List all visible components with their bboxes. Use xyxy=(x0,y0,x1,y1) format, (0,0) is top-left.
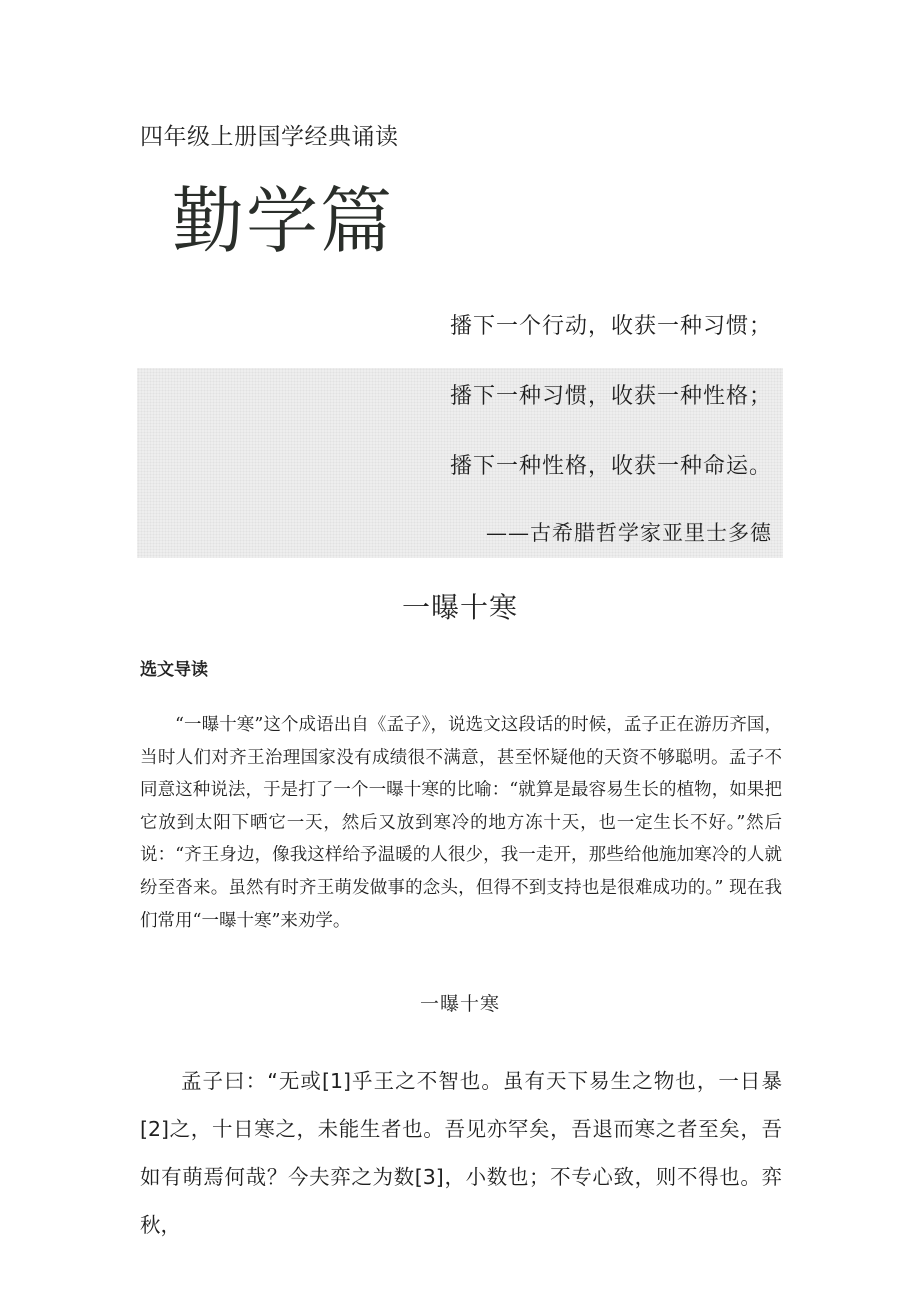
page-title: 勤学篇 xyxy=(172,179,395,263)
quote-line-2: 播下一种习惯，收获一种性格； xyxy=(449,384,772,409)
classic-text-paragraph: 孟子曰：“无或[1]乎王之不智也。虽有天下易生之物也，一日暴[2]之，十日寒之，未能生者也。吾见亦罕矣，吾退而寒之者至矣，吾如有萌焉何哉？今夫弈之为数[3]，小数也；不专心致，则不得也。弈秋， xyxy=(140,1069,782,1237)
quote-line-3: 播下一种性格，收获一种命运。 xyxy=(449,454,772,479)
section-title: 一曝十寒 xyxy=(401,591,518,624)
guide-paragraph: “一曝十寒”这个成语出自《孟子》，说选文这段话的时候，孟子正在游历齐国，当时人们对齐王治理国家没有成绩很不满意，甚至怀疑他的天资不够聪明。孟子不同意这种说法，于是打了一个一曝十寒的比喻：“就算是最容易生长的植物，如果把它放到太阳下晒它一天，然后又放到寒冷的地方冻十天，也一定生长不好。”然后说：“齐王身边，像我这样给予温暖的人很少，我一走开，那些给他施加寒冷的人就纷至沓来。虽然有时齐王萌发做事的念头，但得不到支持也是很难成功的。” 现在我们常用“一曝十寒”来劝学。 xyxy=(140,715,782,931)
document-subtitle: 四年级上册国学经典诵读 xyxy=(140,124,399,150)
quote-line-1: 播下一个行动，收获一种习惯； xyxy=(449,314,772,339)
guide-label: 选文导读 xyxy=(140,660,208,680)
classic-text-heading: 一曝十寒 xyxy=(419,993,500,1015)
quote-attribution: ——古希腊哲学家亚里士多德 xyxy=(486,521,772,545)
